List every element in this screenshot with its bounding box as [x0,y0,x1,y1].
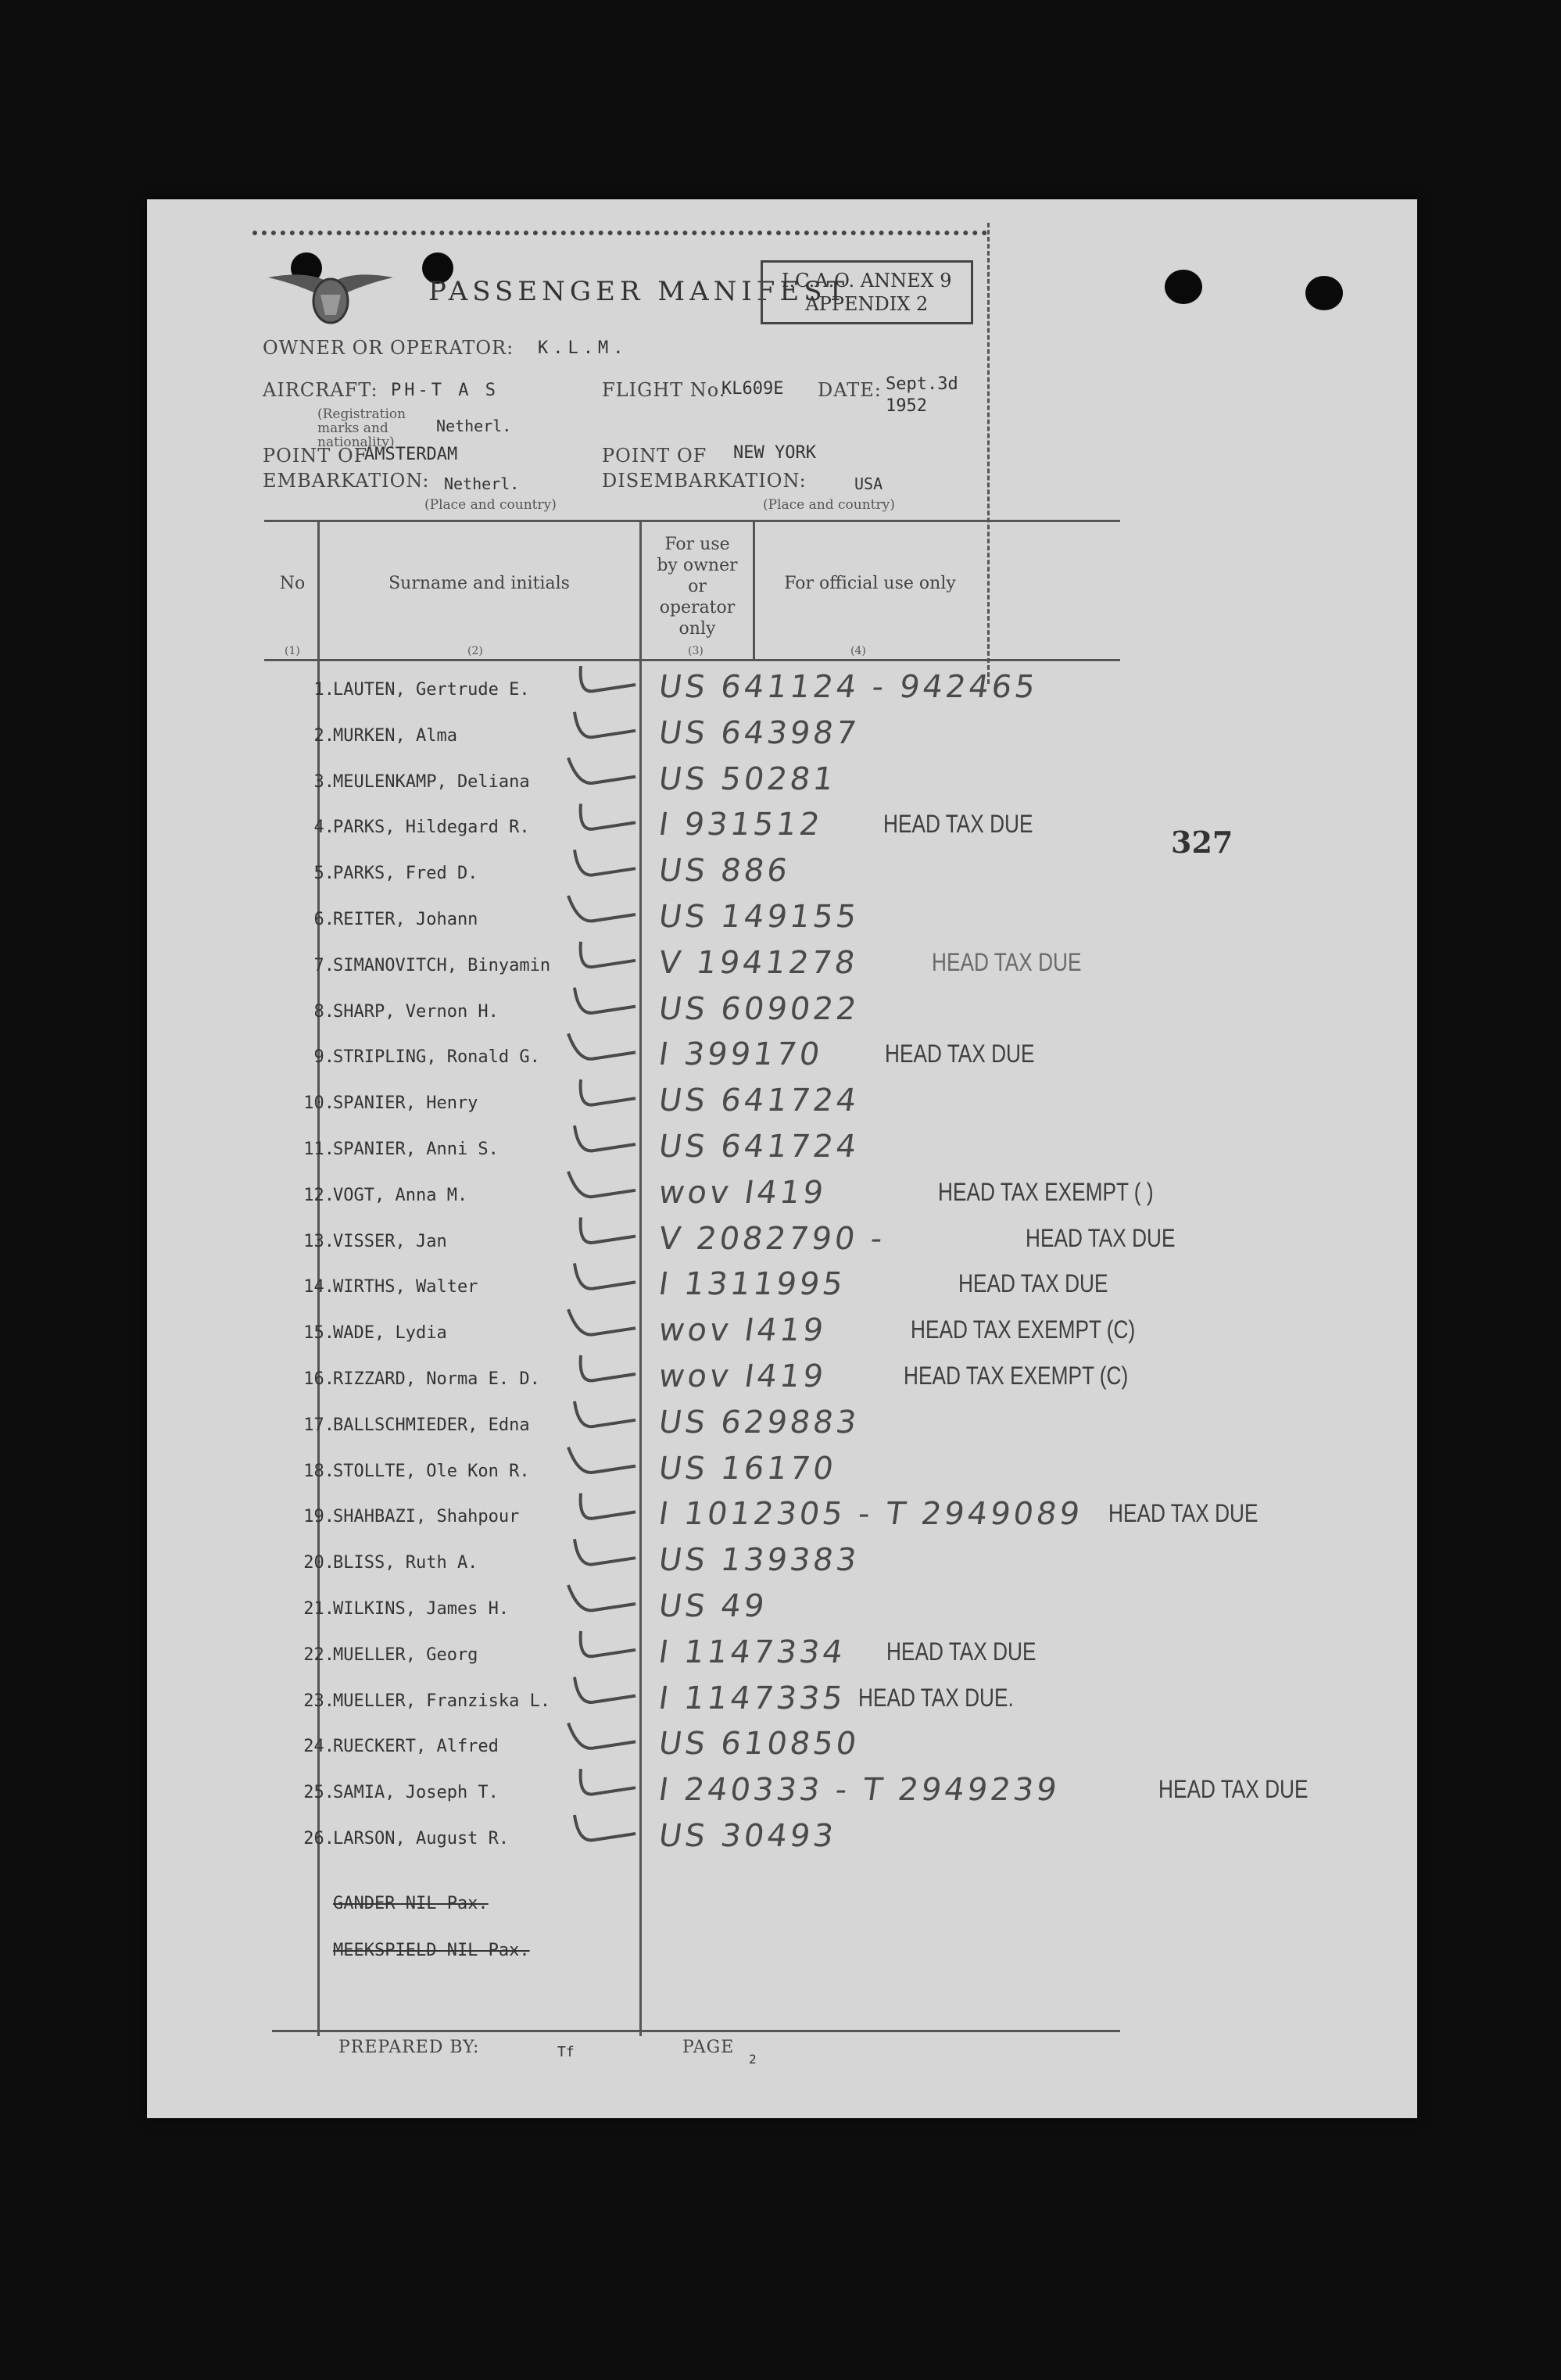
annex-line-1: I.C.A.O. ANNEX 9 [782,270,952,292]
embark-sublabel: (Place and country) [424,497,557,513]
date-year: 1952 [886,396,927,416]
row-number: 20. [303,1553,335,1573]
passenger-name: STOLLTE, Ole Kon R. [333,1461,530,1481]
head-tax-stamp: HEAD TAX EXEMPT ( ) [938,1177,1154,1206]
aircraft-label: AIRCRAFT: [263,379,378,401]
row-number: 10. [303,1093,335,1114]
row-number: 15. [303,1323,335,1344]
page-number-stamp: 327 [1171,825,1233,860]
passenger-name: LARSON, August R. [333,1829,510,1849]
tick-mark [575,1677,635,1702]
head-tax-stamp: HEAD TAX DUE [1026,1223,1176,1252]
date-value: Sept.3d [886,374,958,394]
tick-mark [575,1401,635,1426]
manifest-sheet [147,199,1417,2118]
passenger-name: WILKINS, James H. [333,1599,510,1619]
table-header-rule [264,659,1120,661]
flight-value: KL609E [721,379,784,399]
row-number: 11. [303,1140,335,1159]
column-header-surname: Surname and initials [388,574,570,593]
column-number: (1) [285,645,300,657]
disembark-sublabel: (Place and country) [763,497,895,513]
row-number: 14. [303,1277,335,1297]
passenger-name: REITER, Johann [333,910,478,929]
passenger-name: PARKS, Fred D. [333,864,478,884]
disembark-label-2: DISEMBARKATION: [602,470,807,492]
tick-mark [575,988,635,1013]
column-number: (3) [688,645,704,657]
head-tax-stamp: HEAD TAX DUE [885,1040,1035,1068]
row-number: 4. [313,818,335,838]
owner-use-line: For use [664,535,730,554]
document-number-entry: I 1147335 [656,1680,848,1716]
document-number-entry: US 643987 [656,714,862,751]
document-number-entry: I 240333 - T 2949239 [656,1772,1062,1809]
tick-mark [568,1723,635,1748]
tick-mark [581,1769,635,1794]
row-number: 19. [303,1507,335,1527]
tick-mark [581,1493,635,1518]
tick-mark [581,1631,635,1656]
document-number-entry: US 609022 [656,990,862,1027]
passenger-name: SPANIER, Anni S. [333,1140,499,1159]
owner-use-line: operator [659,598,736,617]
row-number: 13. [303,1231,335,1251]
passenger-name: SHAHBAZI, Shahpour [333,1507,520,1527]
document-number-entry: US 641724 [656,1083,862,1119]
passenger-name: MURKEN, Alma [333,725,457,746]
passenger-name: WIRTHS, Walter [333,1277,478,1297]
tick-mark [575,1539,635,1564]
row-number: 18. [303,1461,335,1481]
punch-hole [1165,270,1202,304]
row-number: 8. [313,1001,335,1022]
disembark-label-1: POINT OF [602,445,707,467]
document-number-entry: US 641724 [656,1129,862,1165]
document-number-entry: US 629883 [656,1404,862,1441]
tick-mark [581,1218,635,1243]
row-number: 9. [313,1047,335,1068]
tick-mark [568,896,635,921]
document-number-entry: US 149155 [656,899,862,935]
embark-country: Netherl. [444,474,520,493]
passenger-name: WADE, Lydia [333,1323,447,1344]
document-number-entry: US 50281 [656,761,839,797]
column-header-official: For official use only [784,574,956,593]
row-number: 12. [303,1185,335,1205]
head-tax-stamp: HEAD TAX DUE [1108,1499,1258,1528]
passenger-name: LAUTEN, Gertrude E. [333,680,530,700]
row-number: 21. [303,1599,335,1619]
punch-hole [1305,276,1343,310]
tick-mark [575,1126,635,1151]
passenger-name: SHARP, Vernon H. [333,1001,499,1022]
document-number-entry: I 1311995 [656,1266,848,1303]
annex-line-2: APPENDIX 2 [805,293,929,315]
passenger-name: STRIPLING, Ronald G. [333,1047,540,1068]
owner-value: K.L.M. [538,338,628,358]
embark-label-2: EMBARKATION: [263,470,430,492]
tick-mark [575,1815,635,1840]
row-number: 16. [303,1369,335,1389]
row-number: 26. [303,1829,335,1849]
document-number-entry: I 1012305 - T 2949089 [656,1496,1086,1533]
row-number: 22. [303,1645,335,1665]
passenger-name: BLISS, Ruth A. [333,1553,478,1573]
column-header-no: No [279,574,306,593]
tick-mark [568,1585,635,1610]
row-number: 3. [313,771,335,792]
head-tax-stamp: HEAD TAX DUE [886,1637,1036,1666]
row-number: 6. [313,910,335,929]
tick-mark [568,1309,635,1334]
head-tax-stamp: HEAD TAX DUE [883,810,1033,839]
head-tax-stamp: HEAD TAX DUE [932,947,1082,976]
tick-mark [581,666,635,691]
aircraft-nationality: Netherl. [436,417,512,435]
tick-mark [581,1355,635,1380]
owner-use-line: or [688,577,707,596]
row-number: 2. [313,725,335,746]
head-tax-stamp: HEAD TAX EXEMPT (C) [911,1315,1136,1344]
owner-use-line: by owner [657,556,738,575]
manifest-title: PASSENGER MANIFEST [428,276,850,307]
document-number-entry: wov I419 [656,1358,829,1394]
row-number: 23. [303,1691,335,1711]
row-number: 1. [313,680,335,700]
head-tax-stamp: HEAD TAX DUE [1158,1775,1309,1804]
meekspield-entry: MEEKSPIELD-NIL Pax. [333,1941,530,1960]
passenger-name: BALLSCHMIEDER, Edna [333,1415,530,1435]
passenger-name: SAMIA, Joseph T. [333,1783,499,1803]
row-number: 25. [303,1783,335,1803]
tick-mark [575,850,635,875]
head-tax-stamp: HEAD TAX EXEMPT (C) [904,1362,1129,1390]
tick-mark [568,1033,635,1058]
head-tax-stamp: HEAD TAX DUE. [858,1683,1014,1712]
column-header-owner-use [643,534,752,639]
decorative-border [252,231,987,235]
tick-mark [581,1079,635,1104]
tick-mark [575,1263,635,1288]
document-number-entry: US 16170 [656,1450,839,1487]
column-number: (4) [850,645,866,657]
document-number-entry: V 1941278 [656,944,861,981]
page-label: PAGE [682,2038,735,2057]
document-number-entry: US 610850 [656,1726,862,1763]
aircraft-sublabel: (Registration marks and nationality) [317,406,406,450]
column-divider [639,520,642,2036]
document-number-entry: US 886 [656,853,793,889]
owner-use-line: only [678,619,716,639]
passenger-name: MUELLER, Franziska L. [333,1691,551,1711]
annex-box [761,260,973,324]
embark-value: AMSTERDAM [364,445,458,464]
flight-label: FLIGHT No. [602,379,726,401]
document-number-entry: US 49 [656,1588,770,1624]
row-number: 24. [303,1737,335,1757]
row-number: 5. [313,864,335,884]
document-number-entry: V 2082790 - [656,1220,888,1257]
column-number: (2) [467,645,483,657]
airline-emblem-icon [264,246,397,332]
aircraft-value: PH-T A S [391,381,499,400]
prepared-by-label: PREPARED BY: [338,2038,480,2057]
passenger-name: VOGT, Anna M. [333,1185,468,1205]
tick-mark [581,803,635,829]
passenger-name: MEULENKAMP, Deliana [333,771,530,792]
tick-mark [568,758,635,783]
table-top-rule [264,520,1120,522]
passenger-name: SPANIER, Henry [333,1093,478,1114]
document-number-entry: US 139383 [656,1542,862,1579]
column-divider [753,520,755,659]
date-label: DATE: [818,379,882,401]
document-number-entry: US 641124 - 942465 [656,669,1040,705]
tick-mark [568,1448,635,1473]
document-number-entry: I 1147334 [656,1634,848,1670]
embark-label-1: POINT OF [263,445,368,467]
passenger-name: RIZZARD, Norma E. D. [333,1369,540,1389]
document-number-entry: I 931512 [656,807,825,843]
passenger-name: PARKS, Hildegard R. [333,818,530,838]
gander-entry: GANDER-NIL Pax. [333,1894,489,1913]
passenger-name: SIMANOVITCH, Binyamin [333,955,551,975]
document-number-entry: I 399170 [656,1036,825,1073]
column-divider [987,223,990,684]
passenger-name: MUELLER, Georg [333,1645,478,1665]
owner-label: OWNER OR OPERATOR: [263,337,514,359]
document-number-entry: US 30493 [656,1818,839,1854]
row-number: 17. [303,1415,335,1435]
prepared-by-value: Tf [557,2044,575,2060]
disembark-country: USA [854,474,883,493]
tick-mark [575,712,635,737]
page-value: 2 [749,2052,757,2067]
tick-mark [568,1172,635,1197]
passenger-name: RUECKERT, Alfred [333,1737,499,1757]
document-number-entry: wov I419 [656,1312,829,1349]
document-number-entry: wov I419 [656,1174,829,1211]
tick-mark [581,942,635,967]
passenger-name: VISSER, Jan [333,1231,447,1251]
head-tax-stamp: HEAD TAX DUE [958,1269,1108,1298]
table-bottom-rule [272,2030,1120,2032]
disembark-value: NEW YORK [733,443,816,463]
row-number: 7. [313,955,335,975]
